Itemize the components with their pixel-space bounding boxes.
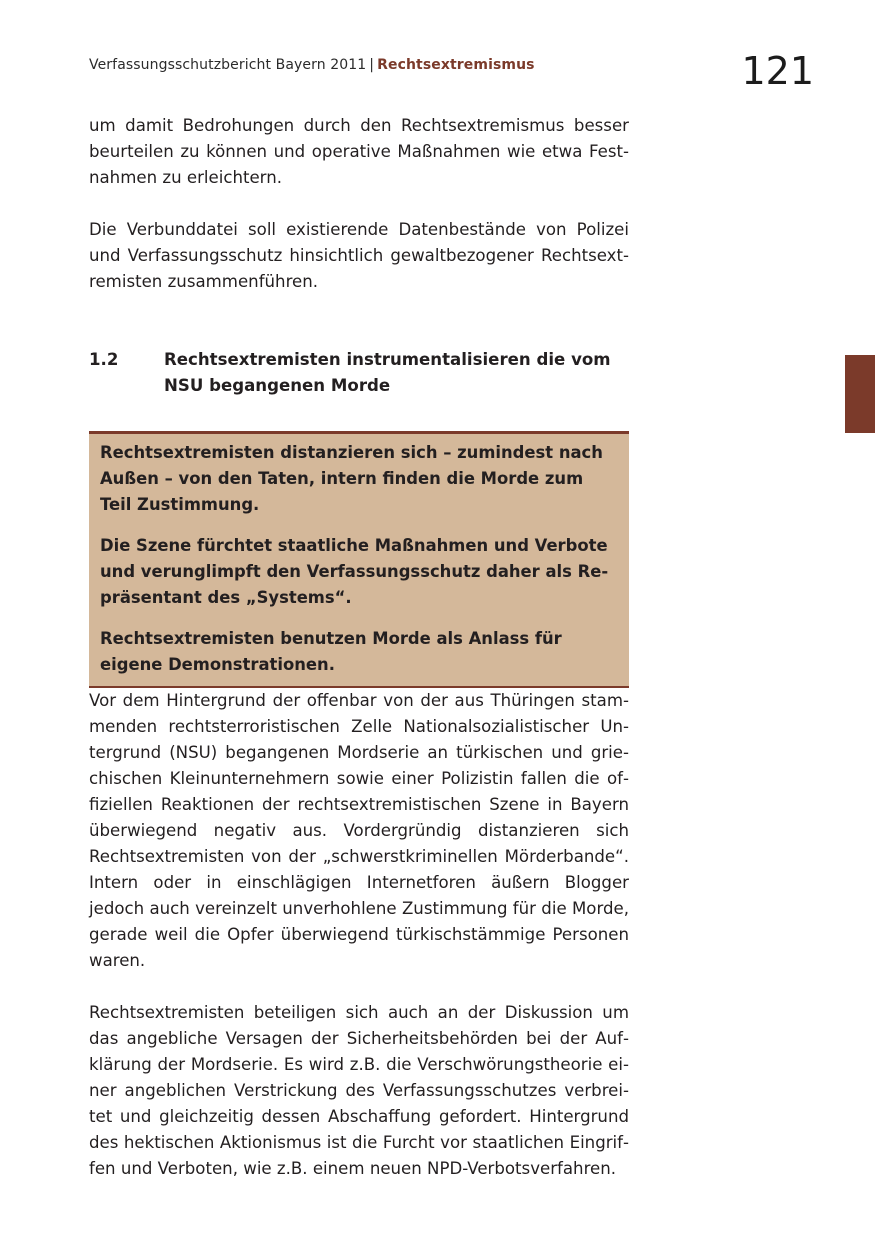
running-header [89, 57, 535, 73]
header-separator: | [369, 57, 375, 73]
summary-callout-box [89, 431, 629, 688]
page-body [89, 113, 629, 1182]
section-title: Rechtsextremismus [377, 57, 535, 73]
page-number: 121 [741, 49, 814, 93]
body-paragraph: Rechtsextremisten beteiligen sich auch an der Diskussion um das angebliche Versagen der Sicherheitsbehörden bei der Aufklärung der Mordserie. Es wird z.B. die Verschwörungstheorie einer angeblichen Verstrickung des Verfassungsschutzes verbreitet und gleichzeitig dessen Abschaffung gefordert. Hintergrund des hektischen Aktionismus ist die Furcht vor staatlichen Eingriffen und Verboten, wie z.B. einem neuen NPD-Verbotsverfahren. [89, 1003, 629, 1178]
publication-title: Verfassungsschutzbericht Bayern 2011 [89, 57, 367, 73]
section-heading [89, 347, 629, 399]
body-paragraph: Die Verbunddatei soll existierende Datenbestände von Polizei und Verfassungsschutz hinsichtlich gewaltbezogener Rechtsextremisten zusammenführen. [89, 220, 629, 291]
body-paragraph: um damit Bedrohungen durch den Rechtsextremismus besser beurteilen zu können und operative Maßnahmen wie etwa Festnahmen zu erleichtern. [89, 116, 629, 187]
section-heading-title: Rechtsextremisten instrumentalisieren die vom NSU begangenen Morde [164, 350, 611, 395]
section-number: 1.2 [89, 350, 119, 369]
callout-point: Rechtsextremisten benutzen Morde als Anlass für eigene Demonstrationen. [100, 629, 562, 674]
body-paragraph: Vor dem Hintergrund der offenbar von der aus Thüringen stammenden rechtsterroristischen Zelle Nationalsozialistischer Untergrund (NSU) begangenen Mordserie an türkischen und griechischen Kleinunternehmern sowie einer Polizistin fallen die offiziellen Reaktionen der rechtsextremistischen Szene in Bayern überwiegend negativ aus. Vordergründig distanzieren sich Rechtsextremisten von der „schwerstkriminellen Mörderbande“. Intern oder in einschlägigen Internetforen äußern Blogger jedoch auch vereinzelt unverhohlene Zustimmung für die Morde, gerade weil die Opfer überwiegend türkischstämmige Personen waren. [89, 691, 629, 970]
callout-point: Rechtsextremisten distanzieren sich – zumindest nach Außen – von den Taten, intern finden die Morde zum Teil Zustimmung. [100, 443, 603, 514]
callout-point: Die Szene fürchtet staatliche Maßnahmen und Verbote und verunglimpft den Verfassungsschutz daher als Repräsentant des „Systems“. [100, 536, 609, 607]
chapter-thumb-tab [845, 355, 875, 433]
